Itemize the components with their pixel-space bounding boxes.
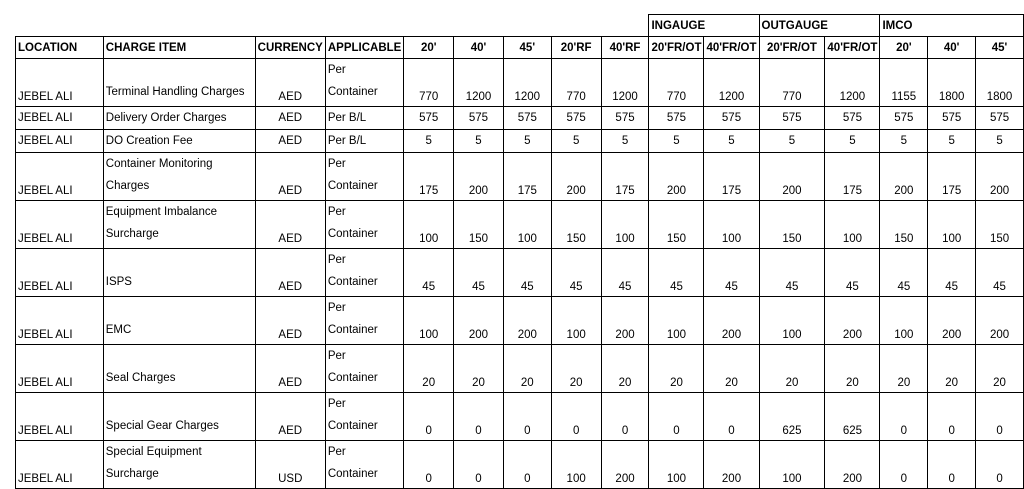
location-cell: JEBEL ALI: [16, 345, 104, 393]
applicable-cell: [325, 249, 403, 297]
value-cell: 45: [404, 249, 454, 297]
applicable-cell: [325, 345, 403, 393]
value-cell: 0: [928, 441, 976, 489]
value-cell: 20: [404, 345, 454, 393]
value-cell: 0: [880, 441, 928, 489]
value-cell: 20: [704, 345, 759, 393]
value-cell: 5: [503, 130, 551, 153]
value-cell: 200: [759, 153, 825, 201]
applicable-line: Per: [327, 350, 346, 362]
table-row: [16, 59, 1024, 107]
value-cell: 1200: [601, 59, 649, 107]
value-cell: 5: [454, 130, 504, 153]
column-header: 40'RF: [601, 37, 649, 59]
charge-item-line: ISPS: [105, 276, 132, 288]
value-cell: 0: [404, 393, 454, 441]
value-cell: 45: [928, 249, 976, 297]
value-cell: 5: [649, 130, 704, 153]
value-cell: 100: [880, 297, 928, 345]
charges-sheet: [15, 14, 1024, 489]
charge-item-cell: [103, 201, 255, 249]
value-cell: 5: [880, 130, 928, 153]
table-row: [16, 345, 1024, 393]
charge-item-line: Special Gear Charges: [105, 420, 219, 432]
applicable-line: Container: [327, 86, 378, 98]
value-cell: 20: [825, 345, 880, 393]
group-header-blank: [16, 15, 649, 37]
value-cell: 1200: [503, 59, 551, 107]
value-cell: 45: [454, 249, 504, 297]
value-cell: 45: [503, 249, 551, 297]
value-cell: 45: [551, 249, 601, 297]
value-cell: 45: [649, 249, 704, 297]
value-cell: 0: [503, 441, 551, 489]
applicable-line: Per: [327, 302, 346, 314]
value-cell: 0: [454, 393, 504, 441]
group-header-row: [16, 15, 1024, 37]
value-cell: 20: [454, 345, 504, 393]
column-header: APPLICABLE: [325, 37, 403, 59]
table-row: [16, 153, 1024, 201]
value-cell: 150: [759, 201, 825, 249]
currency-cell: AED: [255, 345, 325, 393]
value-cell: 100: [649, 297, 704, 345]
value-cell: 20: [551, 345, 601, 393]
value-cell: 0: [503, 393, 551, 441]
value-cell: 20: [880, 345, 928, 393]
applicable-line: Per: [327, 446, 346, 458]
value-cell: 45: [759, 249, 825, 297]
value-cell: 200: [976, 153, 1024, 201]
value-cell: 200: [601, 441, 649, 489]
applicable-line: Per: [327, 254, 346, 266]
value-cell: 575: [976, 107, 1024, 130]
table-row: [16, 130, 1024, 153]
value-cell: 45: [880, 249, 928, 297]
value-cell: 200: [704, 441, 759, 489]
value-cell: 20: [928, 345, 976, 393]
location-cell: JEBEL ALI: [16, 153, 104, 201]
applicable-line: Per: [327, 158, 346, 170]
value-cell: 175: [404, 153, 454, 201]
value-cell: 175: [825, 153, 880, 201]
column-header-row: [16, 37, 1024, 59]
applicable-line: Container: [327, 180, 378, 192]
value-cell: 5: [551, 130, 601, 153]
location-cell: JEBEL ALI: [16, 297, 104, 345]
currency-cell: AED: [255, 297, 325, 345]
value-cell: 0: [976, 393, 1024, 441]
value-cell: 200: [825, 297, 880, 345]
group-header-imco: IMCO: [880, 15, 1024, 37]
value-cell: 150: [551, 201, 601, 249]
column-header: 40'FR/OT: [704, 37, 759, 59]
value-cell: 575: [759, 107, 825, 130]
applicable-line: Per B/L: [327, 112, 367, 124]
value-cell: 1200: [825, 59, 880, 107]
charge-item-line: Terminal Handling Charges: [105, 86, 245, 98]
applicable-line: Per: [327, 398, 346, 410]
value-cell: 150: [880, 201, 928, 249]
value-cell: 100: [551, 441, 601, 489]
value-cell: 200: [551, 153, 601, 201]
charge-item-line: Seal Charges: [105, 372, 176, 384]
value-cell: 45: [976, 249, 1024, 297]
applicable-line: Container: [327, 276, 378, 288]
applicable-line: Container: [327, 228, 378, 240]
value-cell: 100: [404, 201, 454, 249]
applicable-line: Per: [327, 64, 346, 76]
value-cell: 100: [825, 201, 880, 249]
charge-item-cell: [103, 297, 255, 345]
value-cell: 5: [404, 130, 454, 153]
value-cell: 575: [404, 107, 454, 130]
applicable-line: Container: [327, 324, 378, 336]
applicable-cell: [325, 153, 403, 201]
value-cell: 100: [601, 201, 649, 249]
applicable-cell: [325, 107, 403, 130]
applicable-cell: [325, 201, 403, 249]
table-row: [16, 107, 1024, 130]
value-cell: 200: [976, 297, 1024, 345]
applicable-line: Per: [327, 206, 346, 218]
value-cell: 575: [928, 107, 976, 130]
value-cell: 575: [880, 107, 928, 130]
value-cell: 200: [825, 441, 880, 489]
value-cell: 20: [601, 345, 649, 393]
value-cell: 770: [404, 59, 454, 107]
charge-item-line: Delivery Order Charges: [105, 112, 227, 124]
value-cell: 200: [454, 297, 504, 345]
applicable-line: Per B/L: [327, 135, 367, 147]
value-cell: 200: [649, 153, 704, 201]
currency-cell: AED: [255, 201, 325, 249]
charge-item-line: Surcharge: [105, 468, 159, 480]
location-cell: JEBEL ALI: [16, 393, 104, 441]
column-header: 20': [404, 37, 454, 59]
value-cell: 150: [649, 201, 704, 249]
value-cell: 625: [825, 393, 880, 441]
group-header-outgauge: OUTGAUGE: [759, 15, 880, 37]
column-header: 45': [976, 37, 1024, 59]
value-cell: 0: [976, 441, 1024, 489]
value-cell: 20: [503, 345, 551, 393]
currency-cell: USD: [255, 441, 325, 489]
table-row: [16, 297, 1024, 345]
charge-item-line: Container Monitoring: [105, 158, 213, 170]
charge-item-line: Equipment Imbalance: [105, 206, 217, 218]
value-cell: 5: [825, 130, 880, 153]
value-cell: 1800: [976, 59, 1024, 107]
charge-item-line: EMC: [105, 324, 132, 336]
value-cell: 175: [928, 153, 976, 201]
column-header: CURRENCY: [255, 37, 325, 59]
value-cell: 575: [825, 107, 880, 130]
value-cell: 770: [551, 59, 601, 107]
value-cell: 175: [704, 153, 759, 201]
charge-item-cell: [103, 345, 255, 393]
value-cell: 1800: [928, 59, 976, 107]
column-header: CHARGE ITEM: [103, 37, 255, 59]
table-row: [16, 393, 1024, 441]
column-header: 45': [503, 37, 551, 59]
charge-item-cell: [103, 441, 255, 489]
value-cell: 5: [601, 130, 649, 153]
value-cell: 0: [454, 441, 504, 489]
column-header: 40'FR/OT: [825, 37, 880, 59]
value-cell: 0: [649, 393, 704, 441]
value-cell: 100: [759, 297, 825, 345]
table-row: [16, 201, 1024, 249]
value-cell: 100: [928, 201, 976, 249]
table-row: [16, 249, 1024, 297]
charge-item-cell: [103, 249, 255, 297]
currency-cell: AED: [255, 59, 325, 107]
applicable-cell: [325, 297, 403, 345]
value-cell: 0: [601, 393, 649, 441]
currency-cell: AED: [255, 130, 325, 153]
charge-item-cell: [103, 153, 255, 201]
currency-cell: AED: [255, 249, 325, 297]
value-cell: 20: [759, 345, 825, 393]
column-header: 20'RF: [551, 37, 601, 59]
applicable-line: Container: [327, 372, 378, 384]
value-cell: 1200: [454, 59, 504, 107]
value-cell: 150: [976, 201, 1024, 249]
currency-cell: AED: [255, 393, 325, 441]
charge-item-line: Special Equipment: [105, 446, 202, 458]
value-cell: 770: [649, 59, 704, 107]
value-cell: 45: [601, 249, 649, 297]
charges-table: [15, 14, 1024, 489]
column-header: 40': [454, 37, 504, 59]
value-cell: 0: [704, 393, 759, 441]
value-cell: 20: [976, 345, 1024, 393]
applicable-cell: [325, 59, 403, 107]
location-cell: JEBEL ALI: [16, 59, 104, 107]
charge-item-cell: [103, 59, 255, 107]
charge-item-cell: [103, 393, 255, 441]
value-cell: 575: [503, 107, 551, 130]
location-cell: JEBEL ALI: [16, 107, 104, 130]
value-cell: 5: [759, 130, 825, 153]
applicable-cell: [325, 393, 403, 441]
applicable-line: Container: [327, 420, 378, 432]
value-cell: 45: [825, 249, 880, 297]
value-cell: 575: [704, 107, 759, 130]
value-cell: 625: [759, 393, 825, 441]
value-cell: 5: [704, 130, 759, 153]
value-cell: 200: [601, 297, 649, 345]
column-header: 40': [928, 37, 976, 59]
location-cell: JEBEL ALI: [16, 130, 104, 153]
location-cell: JEBEL ALI: [16, 201, 104, 249]
charge-item-line: Charges: [105, 180, 150, 192]
charge-item-cell: [103, 107, 255, 130]
currency-cell: AED: [255, 153, 325, 201]
value-cell: 5: [976, 130, 1024, 153]
value-cell: 1200: [704, 59, 759, 107]
currency-cell: AED: [255, 107, 325, 130]
location-cell: JEBEL ALI: [16, 441, 104, 489]
value-cell: 0: [551, 393, 601, 441]
column-header: 20'FR/OT: [759, 37, 825, 59]
value-cell: 575: [551, 107, 601, 130]
applicable-line: Container: [327, 468, 378, 480]
location-cell: JEBEL ALI: [16, 249, 104, 297]
value-cell: 100: [704, 201, 759, 249]
table-row: [16, 441, 1024, 489]
value-cell: 100: [551, 297, 601, 345]
value-cell: 45: [704, 249, 759, 297]
value-cell: 175: [503, 153, 551, 201]
value-cell: 175: [601, 153, 649, 201]
value-cell: 200: [503, 297, 551, 345]
value-cell: 100: [404, 297, 454, 345]
value-cell: 200: [454, 153, 504, 201]
applicable-cell: [325, 441, 403, 489]
value-cell: 200: [928, 297, 976, 345]
value-cell: 0: [928, 393, 976, 441]
value-cell: 1155: [880, 59, 928, 107]
value-cell: 100: [649, 441, 704, 489]
value-cell: 150: [454, 201, 504, 249]
group-header-ingauge: INGAUGE: [649, 15, 759, 37]
value-cell: 575: [454, 107, 504, 130]
charge-item-cell: [103, 130, 255, 153]
value-cell: 0: [404, 441, 454, 489]
column-header: LOCATION: [16, 37, 104, 59]
value-cell: 100: [759, 441, 825, 489]
value-cell: 770: [759, 59, 825, 107]
applicable-cell: [325, 130, 403, 153]
value-cell: 100: [503, 201, 551, 249]
value-cell: 575: [649, 107, 704, 130]
value-cell: 575: [601, 107, 649, 130]
value-cell: 200: [704, 297, 759, 345]
column-header: 20': [880, 37, 928, 59]
value-cell: 0: [880, 393, 928, 441]
value-cell: 20: [649, 345, 704, 393]
column-header: 20'FR/OT: [649, 37, 704, 59]
value-cell: 5: [928, 130, 976, 153]
charge-item-line: Surcharge: [105, 228, 159, 240]
value-cell: 200: [880, 153, 928, 201]
charge-item-line: DO Creation Fee: [105, 135, 193, 147]
